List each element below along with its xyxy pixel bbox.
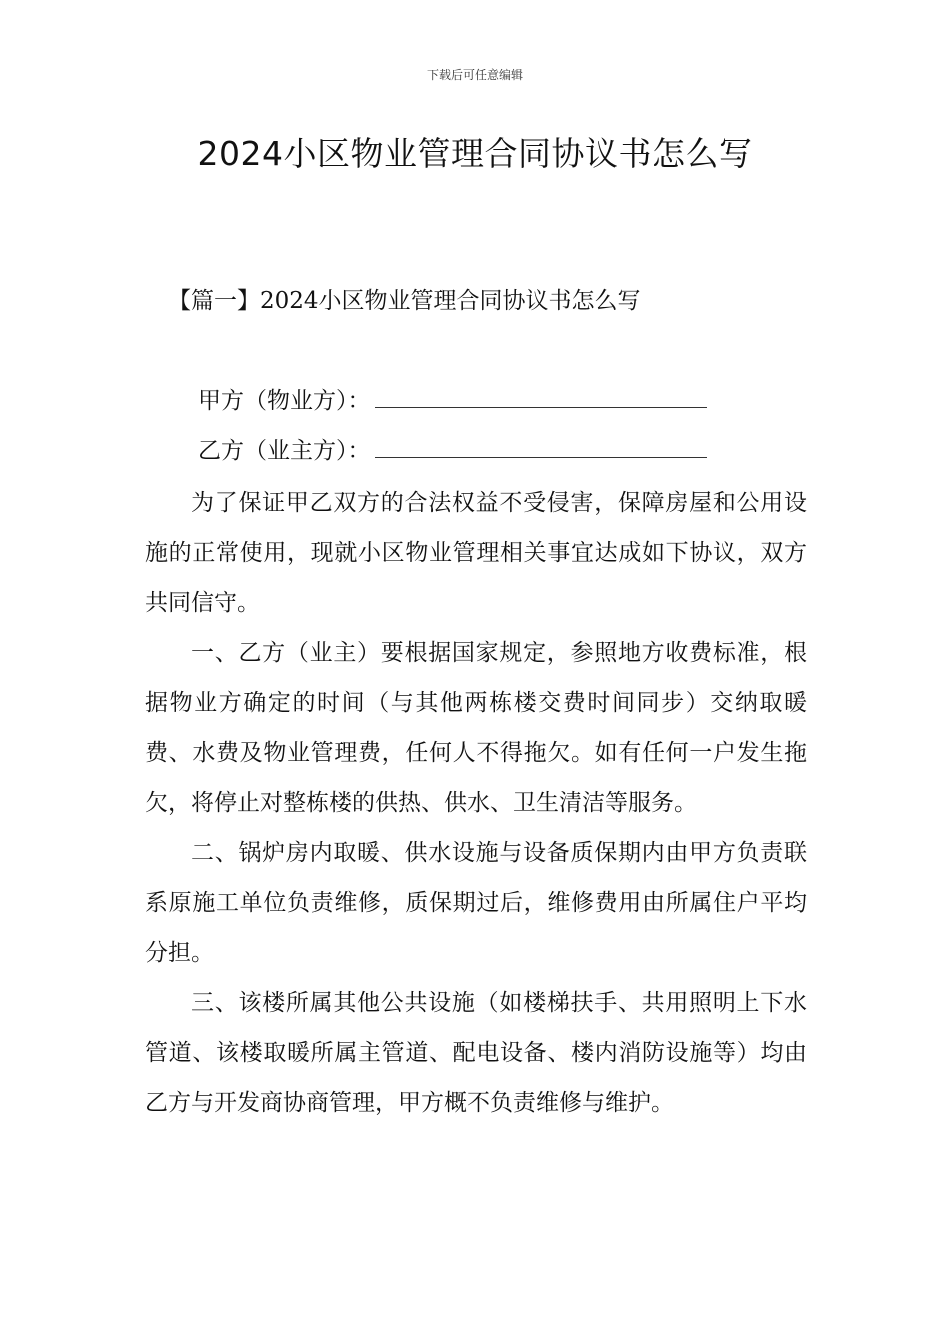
party-a-line (198, 382, 707, 415)
party-b-line (198, 432, 707, 465)
paragraph-clause-1: 一、乙方（业主）要根据国家规定，参照地方收费标准，根据物业方确定的时间（与其他两栋楼交费时间同步）交纳取暖费、水费及物业管理费，任何人不得拖欠。如有任何一户发生拖欠，将停止对整栋楼的供热、供水、卫生清洁等服务。 (145, 640, 807, 816)
contract-body (145, 478, 807, 1128)
header-note: 下载后可任意编辑 (426, 68, 523, 82)
document-title: 2024小区物业管理合同协议书怎么写 (197, 134, 753, 173)
party-b-blank (375, 437, 707, 458)
section-heading: 【篇一】2024小区物业管理合同协议书怎么写 (168, 288, 641, 314)
paragraph-clause-3: 三、该楼所属其他公共设施（如楼梯扶手、共用照明上下水管道、该楼取暖所属主管道、配电设备、楼内消防设施等）均由乙方与开发商协商管理，甲方概不负责维修与维护。 (145, 990, 807, 1116)
party-b-label: 乙方（业主方）： (198, 438, 371, 464)
paragraph-clause-2: 二、锅炉房内取暖、供水设施与设备质保期内由甲方负责联系原施工单位负责维修，质保期过后，维修费用由所属住户平均分担。 (145, 840, 807, 966)
party-a-label: 甲方（物业方）： (198, 388, 371, 414)
paragraph-intro: 为了保证甲乙双方的合法权益不受侵害，保障房屋和公用设施的正常使用，现就小区物业管理相关事宜达成如下协议，双方共同信守。 (145, 490, 807, 616)
party-a-blank (375, 387, 707, 408)
